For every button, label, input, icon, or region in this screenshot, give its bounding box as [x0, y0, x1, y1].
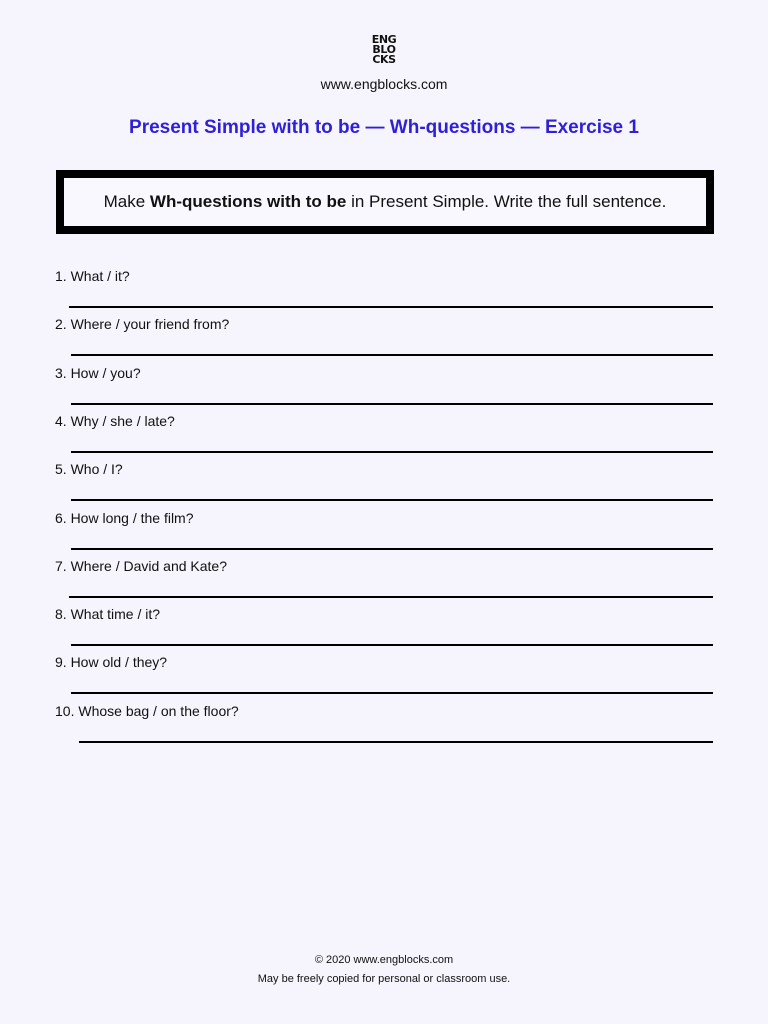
- answer-line[interactable]: [71, 403, 713, 405]
- engblocks-logo: [372, 35, 397, 65]
- logo-line-1: ENG: [371, 33, 397, 46]
- answer-line[interactable]: [71, 451, 713, 453]
- answer-line[interactable]: [71, 354, 713, 356]
- logo-line-2: BLO: [372, 43, 396, 56]
- question-item: 7. Where / David and Kate?: [55, 557, 227, 574]
- question-item: 2. Where / your friend from?: [55, 316, 230, 333]
- instruction-box: [56, 170, 714, 234]
- answer-line[interactable]: [71, 644, 713, 646]
- instruction-text: [104, 192, 667, 212]
- logo-line-3: CKS: [372, 53, 396, 66]
- answer-line[interactable]: [69, 306, 713, 308]
- answer-line[interactable]: [69, 596, 713, 598]
- question-item: 3. How / you?: [55, 364, 141, 381]
- question-item: 4. Why / she / late?: [55, 412, 175, 429]
- question-item: 5. Who / I?: [55, 461, 123, 478]
- question-item: 8. What time / it?: [55, 606, 161, 623]
- logo: [0, 35, 768, 65]
- instruction-bold: Wh-questions with to be: [149, 192, 347, 211]
- footer-note: May be freely copied for personal or classroom use.: [257, 973, 511, 985]
- instruction-pre: Make: [103, 192, 150, 211]
- question-item: 1. What / it?: [55, 268, 130, 284]
- website-url: www.engblocks.com: [320, 76, 448, 92]
- footer-copyright: © 2020 www.engblocks.com: [314, 954, 454, 966]
- question-item: 6. How long / the film?: [55, 509, 194, 526]
- instruction-post: in Present Simple. Write the full sentence.: [346, 192, 667, 211]
- answer-line[interactable]: [71, 692, 713, 694]
- question-item: 9. How old / they?: [55, 654, 168, 671]
- answer-line[interactable]: [71, 548, 713, 550]
- question-item: 10. Whose bag / on the floor?: [55, 702, 239, 719]
- answer-line[interactable]: [71, 499, 713, 501]
- page-title: Present Simple with to be — Wh-questions — Exercise 1: [129, 117, 639, 138]
- answer-line[interactable]: [79, 741, 713, 743]
